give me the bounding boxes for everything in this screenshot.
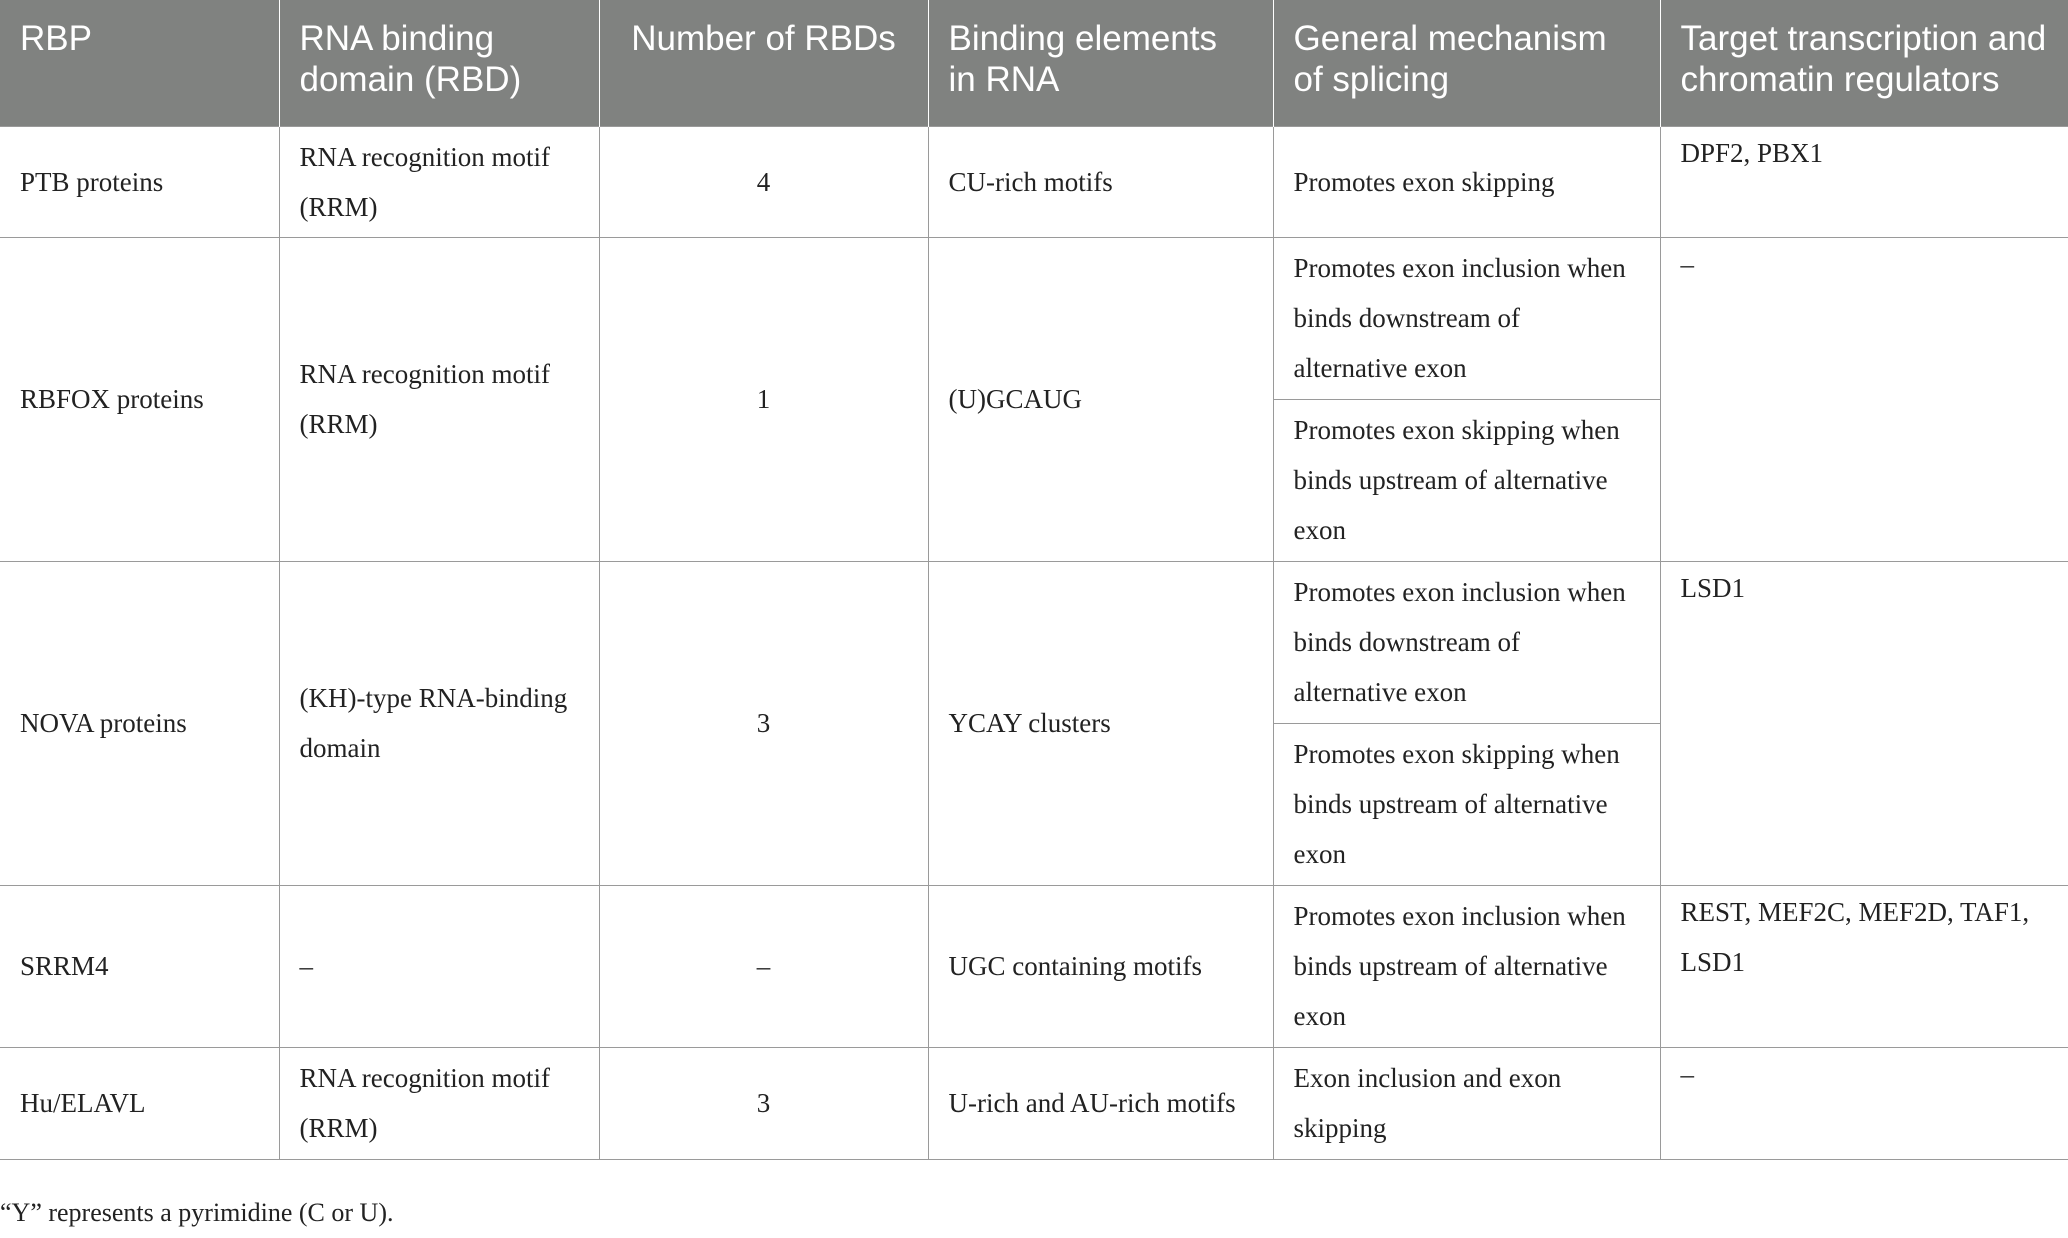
cell-mechanism: Exon inclusion and exon skipping: [1273, 1047, 1660, 1159]
cell-rbd: –: [279, 885, 599, 1047]
cell-num-rbds: 4: [599, 126, 928, 237]
header-targets: Target transcription and chromatin regulators: [1660, 0, 2068, 126]
cell-rbp: Hu/ELAVL: [0, 1047, 279, 1159]
header-num-rbds: Number of RBDs: [599, 0, 928, 126]
cell-num-rbds: 3: [599, 561, 928, 885]
table-body: [0, 126, 2068, 1159]
cell-targets: DPF2, PBX1: [1660, 126, 2068, 237]
cell-num-rbds: 3: [599, 1047, 928, 1159]
cell-binding-elements: (U)GCAUG: [928, 237, 1273, 561]
table-row: [0, 561, 2068, 723]
table-footnote: “Y” represents a pyrimidine (C or U).: [0, 1198, 394, 1227]
cell-targets: –: [1660, 237, 2068, 561]
cell-num-rbds: 1: [599, 237, 928, 561]
cell-rbd: RNA recognition motif (RRM): [279, 126, 599, 237]
cell-mechanism: Promotes exon skipping: [1273, 126, 1660, 237]
cell-targets: REST, MEF2C, MEF2D, TAF1, LSD1: [1660, 885, 2068, 1047]
cell-binding-elements: UGC containing motifs: [928, 885, 1273, 1047]
table-row: [0, 126, 2068, 237]
cell-mechanism: Promotes exon skipping when binds upstream of alternative exon: [1273, 399, 1660, 561]
cell-mechanism: Promotes exon inclusion when binds downstream of alternative exon: [1273, 561, 1660, 723]
cell-rbp: PTB proteins: [0, 126, 279, 237]
cell-num-rbds: –: [599, 885, 928, 1047]
cell-mechanism: Promotes exon skipping when binds upstream of alternative exon: [1273, 723, 1660, 885]
cell-rbp: SRRM4: [0, 885, 279, 1047]
cell-binding-elements: CU-rich motifs: [928, 126, 1273, 237]
cell-rbd: RNA recognition motif (RRM): [279, 237, 599, 561]
cell-binding-elements: YCAY clusters: [928, 561, 1273, 885]
header-binding-elements: Binding elements in RNA: [928, 0, 1273, 126]
header-row: [0, 0, 2068, 126]
table-header: [0, 0, 2068, 126]
header-rbp: RBP: [0, 0, 279, 126]
cell-binding-elements: U-rich and AU-rich motifs: [928, 1047, 1273, 1159]
cell-mechanism: Promotes exon inclusion when binds downstream of alternative exon: [1273, 237, 1660, 399]
cell-rbd: (KH)-type RNA-binding domain: [279, 561, 599, 885]
table-row: [0, 237, 2068, 399]
header-rbd: RNA binding domain (RBD): [279, 0, 599, 126]
table-row: [0, 1047, 2068, 1159]
cell-rbp: RBFOX proteins: [0, 237, 279, 561]
cell-targets: LSD1: [1660, 561, 2068, 885]
cell-mechanism: Promotes exon inclusion when binds upstream of alternative exon: [1273, 885, 1660, 1047]
cell-targets: –: [1660, 1047, 2068, 1159]
cell-rbd: RNA recognition motif (RRM): [279, 1047, 599, 1159]
header-mechanism: General mechanism of splicing: [1273, 0, 1660, 126]
table-row: [0, 885, 2068, 1047]
cell-rbp: NOVA proteins: [0, 561, 279, 885]
